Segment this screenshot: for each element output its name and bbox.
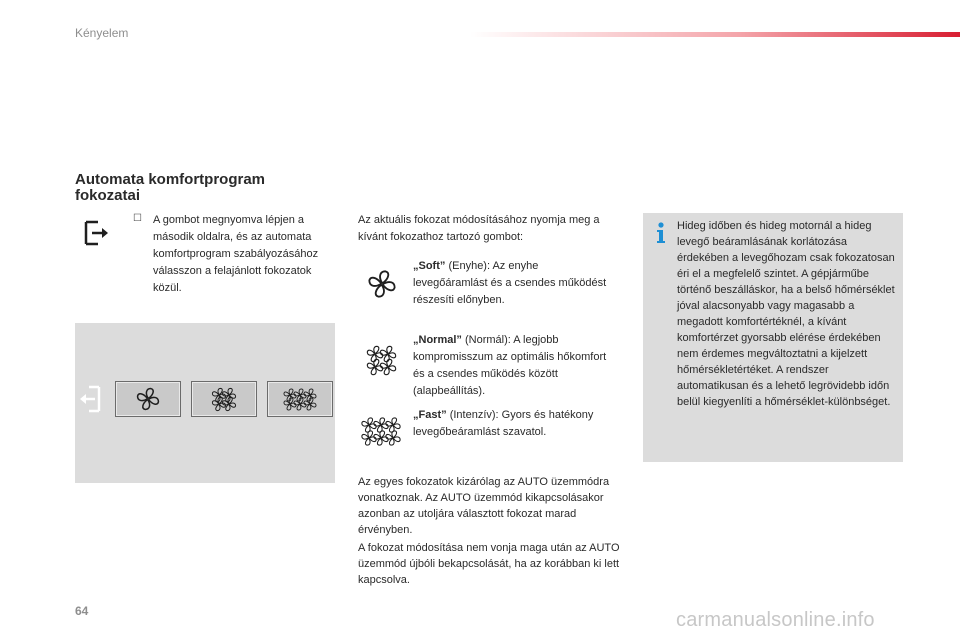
mode-normal-name: „Normal” xyxy=(413,334,462,346)
fan-soft-icon xyxy=(116,382,180,416)
page-switch-icon xyxy=(84,220,112,246)
mode-normal-desc: (Normál): A legjobb kompromisszum az optimális hőkomfort és a csendes működés között (alapbeállítás). xyxy=(413,334,607,397)
fan-normal-icon xyxy=(364,345,400,377)
mode-fast-desc: (Intenzív): Gyors és hatékony levegőbeáramlást szavatol. xyxy=(413,409,594,438)
page-number: 64 xyxy=(75,604,89,618)
mode-soft-desc: (Enyhe): Az enyhe levegőáramlást és a csendes működést részesíti előnyben. xyxy=(413,260,607,306)
auto-mode-note: Az egyes fokozatok kizárólag az AUTO üzemmódra vonatkoznak. Az AUTO üzemmód kikapcsolásakor azonban az utoljára választott fokozat marad érvényben. xyxy=(358,476,610,536)
watermark: carmanualsonline.info xyxy=(676,609,875,631)
info-text: Hideg időben és hideg motornál a hideg levegő beáramlásának korlátozása érdekében a levegőhozam csak fokozatosan éri el a megfelelő szintet. A gépjárműbe történő beszálláskor, ha a belső hőmérséklet jóval alacsonyabb vagy magasabb a megadott komfortértéknél, a kívánt komfortérzet gyorsabb elérése érdekében nem érdemes megváltoztatni a kijelzett hőmérsékletértéket. A rendszer automatikusan és a lehető legrövidebb időn belül kiegyenlíti a hőmérséklet-különbséget. xyxy=(677,220,895,408)
mode-fast-description xyxy=(413,407,613,441)
section-title xyxy=(75,172,335,204)
info-icon xyxy=(655,222,667,244)
mode-intro-text: Az aktuális fokozat módosításához nyomja meg a kívánt fokozathoz tartozó gombot: xyxy=(358,214,600,243)
mode-soft-name: „Soft” xyxy=(413,260,446,272)
mode-selection-panel xyxy=(75,323,335,483)
fan-soft-icon xyxy=(366,268,398,300)
section-title-line2: fokozatai xyxy=(75,187,141,204)
mode-normal-description xyxy=(413,332,613,400)
instruction-text: A gombot megnyomva lépjen a második oldalra, és az automata komfortprogram szabályozásához válasszon a felajánlott fokozatok közül. xyxy=(153,214,319,294)
bullet-marker-icon: ☐ xyxy=(133,213,142,224)
header-accent-bar xyxy=(470,32,960,37)
section-title-line1: Automata komfortprogram xyxy=(75,171,266,188)
mode-soft-description xyxy=(413,258,613,309)
fan-fast-icon xyxy=(360,416,404,448)
fan-fast-icon xyxy=(268,382,332,416)
fast-mode-button[interactable] xyxy=(267,381,333,417)
fan-normal-icon xyxy=(192,382,256,416)
normal-mode-button[interactable] xyxy=(191,381,257,417)
auto-mode-note-2: A fokozat módosítása nem vonja maga után az AUTO üzemmód újbóli bekapcsolását, ha az korábban ki lett kapcsolva. xyxy=(358,542,620,586)
soft-mode-button[interactable] xyxy=(115,381,181,417)
mode-fast-name: „Fast” xyxy=(413,409,447,421)
header-title: Kényelem xyxy=(75,26,129,40)
info-box xyxy=(643,213,903,462)
page-back-icon[interactable] xyxy=(75,383,109,415)
